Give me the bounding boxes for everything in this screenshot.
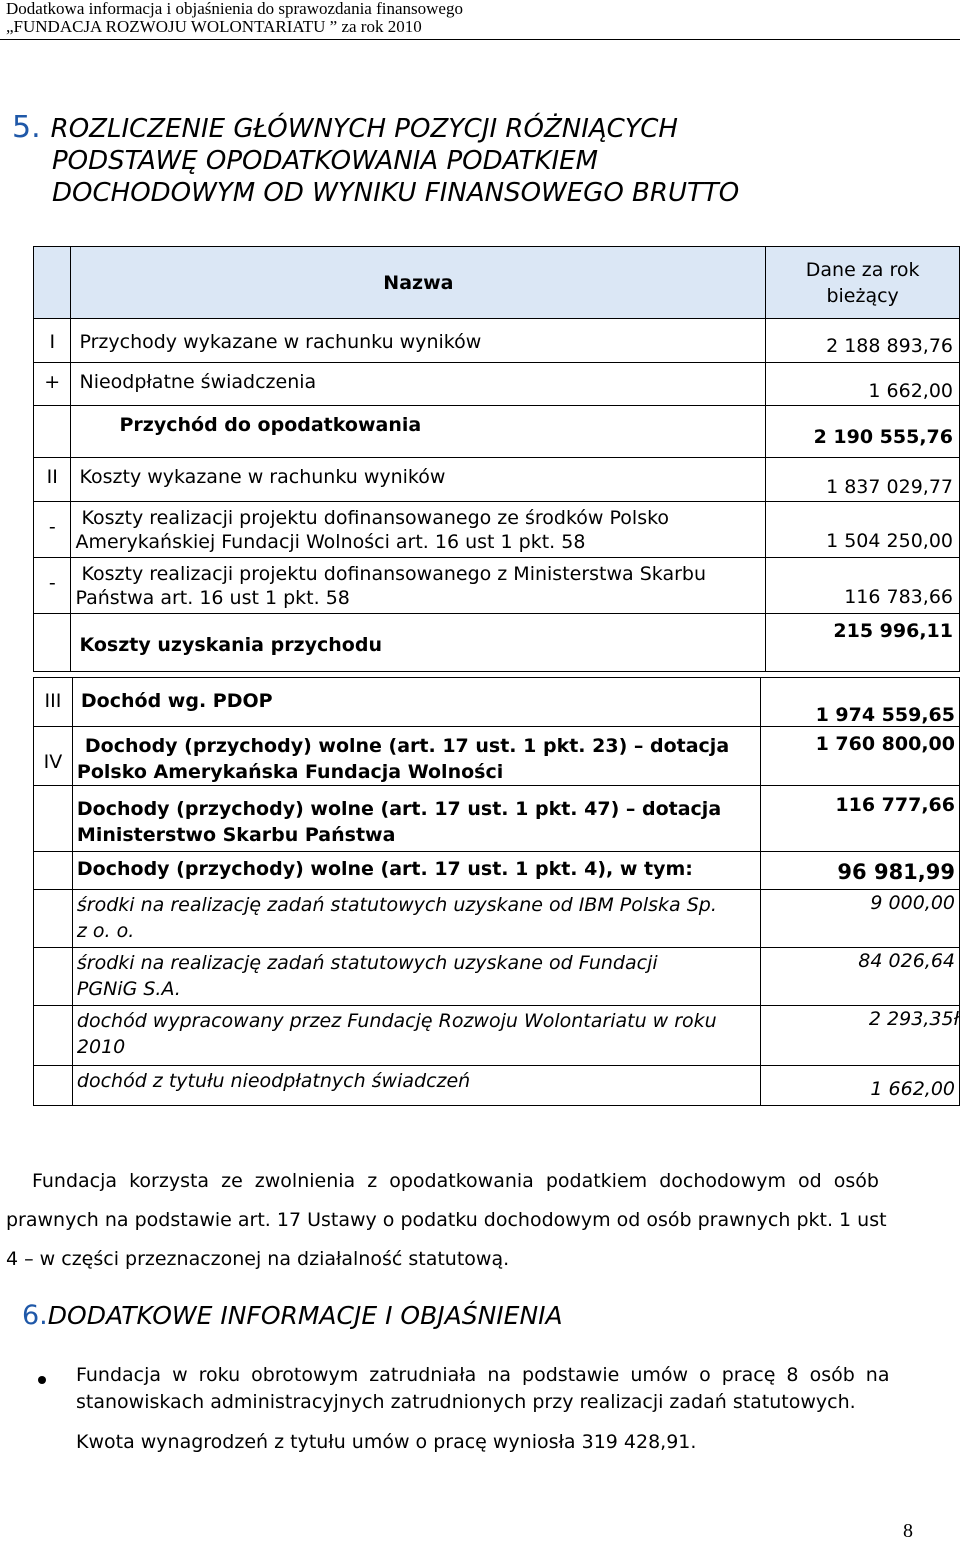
row-mark: IV <box>34 727 73 786</box>
row-name-line1: Koszty realizacji projektu dofinansowanego ze środków Polsko <box>81 507 670 529</box>
table-row <box>34 1006 960 1066</box>
section-5-number: 5. <box>12 110 41 145</box>
row-name: Dochody (przychody) wolne (art. 17 ust. 1 pkt. 4), w tym: <box>72 852 760 890</box>
table-header-row <box>34 247 960 319</box>
header-value-cell <box>766 247 960 319</box>
employment-line2: stanowiskach administracyjnych zatrudnionych przy realizacji zadań statutowych. <box>76 1391 856 1413</box>
row-value: 215 996,11 <box>766 614 960 672</box>
row-mark: III <box>34 678 73 727</box>
row-mark: II <box>34 458 71 502</box>
row-name-line2: z o. o. <box>76 920 135 942</box>
section-6-title: DODATKOWE INFORMACJE I OBJAŚNIENIA <box>47 1301 563 1330</box>
row-name-line2: Państwa art. 16 ust 1 pkt. 58 <box>75 587 350 609</box>
row-mark <box>34 786 73 852</box>
row-value: 2 190 555,76 <box>766 406 960 458</box>
row-value: 1 837 029,77 <box>766 458 960 502</box>
row-name: Koszty wykazane w rachunku wyników <box>71 458 766 502</box>
row-value: 1 760 800,00 <box>760 727 960 786</box>
table-row <box>34 948 960 1006</box>
row-name-line2: PGNiG S.A. <box>76 978 181 1000</box>
row-name-line2: Ministerstwo Skarbu Państwa <box>76 824 396 846</box>
running-header-subtitle: „FUNDACJA ROZWOJU WOLONTARIATU ” za rok 2010 <box>6 17 422 36</box>
tax-base-table <box>33 246 960 672</box>
row-name: dochód z tytułu nieodpłatnych świadczeń <box>72 1066 760 1106</box>
section-5-title-line2: PODSTAWĘ OPODATKOWANIA PODATKIEM <box>52 146 598 176</box>
tax-exemption-line3: 4 – w części przeznaczonej na działalność statutową. <box>6 1248 510 1270</box>
row-mark <box>34 406 71 458</box>
salary-line: Kwota wynagrodzeń z tytułu umów o pracę wyniosła 319 428,91. <box>76 1431 697 1453</box>
table-row <box>34 558 960 614</box>
table-row <box>34 502 960 558</box>
bullet-icon <box>38 1376 46 1384</box>
row-mark: - <box>34 502 71 558</box>
row-name: Nieodpłatne świadczenia <box>71 363 766 406</box>
table-row <box>34 458 960 502</box>
row-mark: I <box>34 319 71 363</box>
row-name-line1: środki na realizację zadań statutowych uzyskane od Fundacji <box>76 952 658 974</box>
row-mark <box>34 1006 73 1066</box>
table-row <box>34 727 960 786</box>
row-name-line1: Koszty realizacji projektu dofinansowanego z Ministerstwa Skarbu <box>81 563 707 585</box>
row-name <box>72 890 760 948</box>
row-name: Przychody wykazane w rachunku wyników <box>71 319 766 363</box>
row-name-line2: Amerykańskiej Fundacji Wolności art. 16 ust 1 pkt. 58 <box>75 531 586 553</box>
row-value: 1 662,00 <box>760 1066 960 1106</box>
row-name: Przychód do opodatkowania <box>71 406 766 458</box>
section-6-heading <box>22 1300 563 1331</box>
section-5-title-line3: DOCHODOWYM OD WYNIKU FINANSOWEGO BRUTTO <box>52 178 740 208</box>
table-row <box>34 852 960 890</box>
header-value-line2: bieżący <box>826 284 899 307</box>
tax-exemption-line1: Fundacja korzysta ze zwolnienia z opodatkowania podatkiem dochodowym od osób <box>32 1170 879 1192</box>
table-row <box>34 786 960 852</box>
row-name <box>72 786 760 852</box>
row-value: 116 783,66 <box>766 558 960 614</box>
row-value: 1 504 250,00 <box>766 502 960 558</box>
header-divider <box>0 39 960 40</box>
row-value: 1 974 559,65 <box>760 678 960 727</box>
row-value: 116 777,66 <box>760 786 960 852</box>
running-header-title: Dodatkowa informacja i objaśnienia do sprawozdania finansowego <box>6 0 463 18</box>
employment-line1: Fundacja w roku obrotowym zatrudniała na podstawie umów o pracę 8 osób na <box>76 1364 890 1386</box>
row-value: 84 026,64 <box>760 948 960 1006</box>
row-name <box>71 558 766 614</box>
row-name-line1: Dochody (przychody) wolne (art. 17 ust. 1 pkt. 47) – dotacja <box>76 798 722 820</box>
row-name-line1: środki na realizację zadań statutowych uzyskane od IBM Polska Sp. <box>76 894 717 916</box>
row-name-line1: dochód wypracowany przez Fundację Rozwoju Wolontariatu w roku <box>76 1010 717 1032</box>
header-mark-cell <box>34 247 71 319</box>
row-name: Dochód wg. PDOP <box>72 678 760 727</box>
table-row <box>34 678 960 727</box>
row-name-line2: 2010 <box>76 1036 126 1058</box>
tax-exemption-line2: prawnych na podstawie art. 17 Ustawy o podatku dochodowym od osób prawnych pkt. 1 ust <box>6 1209 887 1231</box>
row-value: 2 293,35ł <box>760 1006 960 1066</box>
table-row <box>34 1066 960 1106</box>
row-mark <box>34 852 73 890</box>
row-mark <box>34 890 73 948</box>
section-5-title-line1: ROZLICZENIE GŁÓWNYCH POZYCJI RÓŻNIĄCYCH <box>50 114 678 144</box>
row-name-line2: Polsko Amerykańska Fundacja Wolności <box>76 761 504 783</box>
table-row <box>34 406 960 458</box>
row-mark <box>34 1066 73 1106</box>
section-6-number: 6. <box>22 1300 48 1331</box>
row-mark: + <box>34 363 71 406</box>
row-name-line1: Dochody (przychody) wolne (art. 17 ust. 1 pkt. 23) – dotacja <box>84 735 730 757</box>
table-row <box>34 890 960 948</box>
row-value: 9 000,00 <box>760 890 960 948</box>
header-value-line1: Dane za rok <box>805 258 920 281</box>
income-table <box>33 677 960 1106</box>
row-name <box>72 1006 760 1066</box>
row-name: Koszty uzyskania przychodu <box>71 614 766 672</box>
row-mark <box>34 948 73 1006</box>
row-name <box>72 948 760 1006</box>
table-row <box>34 363 960 406</box>
row-mark <box>34 614 71 672</box>
row-value: 2 188 893,76 <box>766 319 960 363</box>
row-name <box>71 502 766 558</box>
table-row <box>34 614 960 672</box>
table-row <box>34 319 960 363</box>
header-name-cell: Nazwa <box>71 247 766 319</box>
row-mark: - <box>34 558 71 614</box>
row-name <box>72 727 760 786</box>
row-value: 96 981,99 <box>760 852 960 890</box>
page-number: 8 <box>903 1520 913 1542</box>
row-value: 1 662,00 <box>766 363 960 406</box>
